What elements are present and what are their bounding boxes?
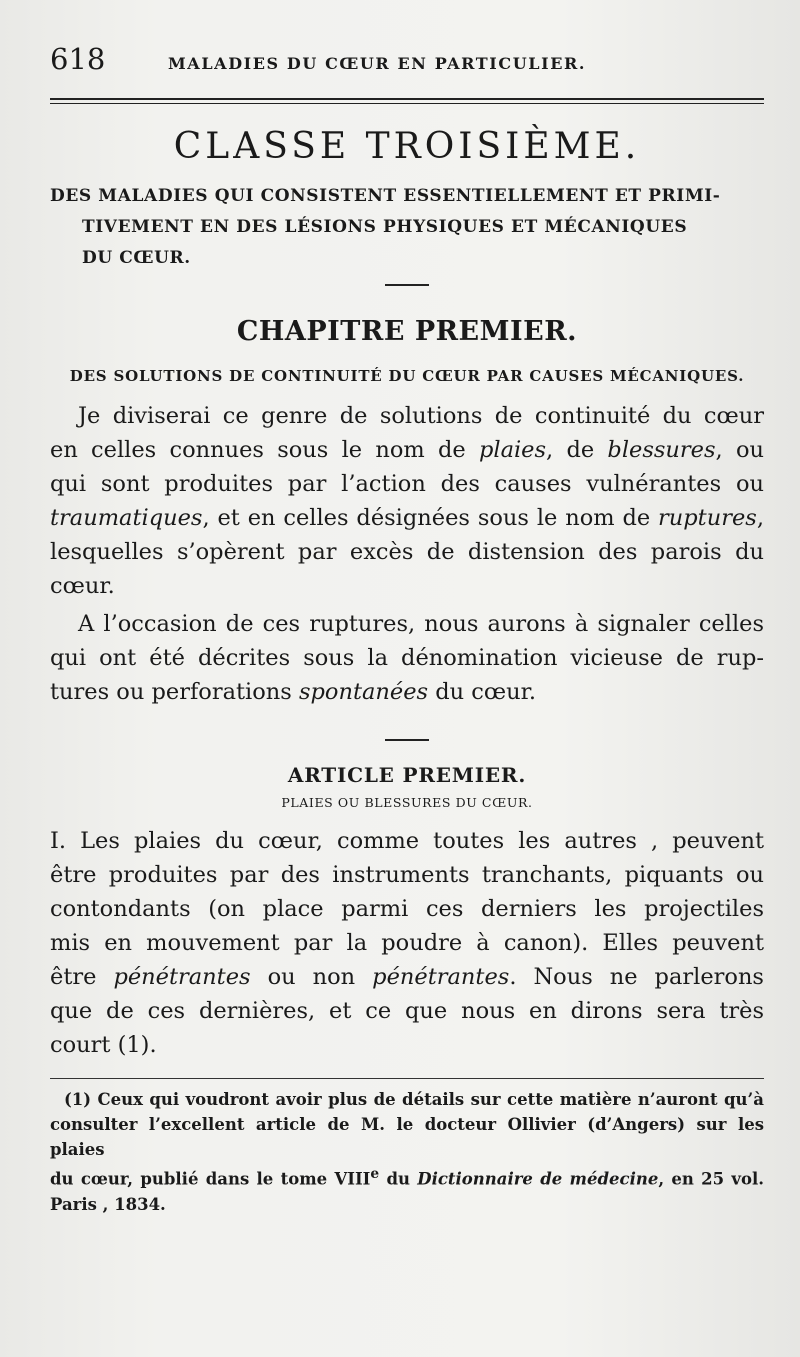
- classe-title: CLASSE TROISIÈME.: [173, 126, 641, 167]
- classe-subtitle-line: DES MALADIES QUI CONSISTENT ESSENTIELLEMENT ET PRIMI-: [50, 186, 721, 206]
- text-line: Je diviserai ce genre de solutions de continuité du cœur: [78, 403, 764, 429]
- text-line: traumatiques, et en celles désignées sous le nom de ruptures,: [50, 505, 764, 531]
- footnote-line: du cœur, publié dans le tome VIIIe du Dictionnaire de médecine, en 25 vol.: [50, 1166, 764, 1189]
- header-rule: [50, 98, 764, 104]
- text-line: cœur.: [50, 573, 115, 599]
- chapter-subtitle: DES SOLUTIONS DE CONTINUITÉ DU CŒUR PAR CAUSES MÉCANIQUES.: [69, 367, 745, 385]
- text-line: tures ou perforations spontanées du cœur.: [50, 679, 537, 705]
- classe-subtitle-line: DU CŒUR.: [82, 248, 191, 268]
- text-line: être pénétrantes ou non pénétrantes. Nous ne parlerons: [50, 964, 764, 990]
- text-line: que de ces dernières, et ce que nous en dirons sera très: [50, 998, 764, 1024]
- article-subtitle: PLAIES OU BLESSURES DU CŒUR.: [281, 795, 533, 810]
- text-line: qui sont produites par l’action des causes vulnérantes ou: [50, 471, 764, 497]
- text-line: en celles connues sous le nom de plaies, de blessures, ou: [50, 437, 764, 463]
- text-line: lesquelles s’opèrent par excès de distension des parois du: [50, 539, 764, 565]
- article-title: ARTICLE PREMIER.: [287, 763, 527, 787]
- text-line: contondants (on place parmi ces derniers les projectiles: [50, 896, 764, 922]
- text-line: court (1).: [50, 1032, 157, 1058]
- classe-subtitle: [50, 181, 764, 274]
- footnote-rule: [50, 1078, 764, 1079]
- text-line: I. Les plaies du cœur, comme toutes les autres , peuvent: [50, 828, 764, 854]
- paragraph-2: [50, 607, 764, 709]
- footnote-line: Paris , 1834.: [50, 1194, 166, 1214]
- footnote-line: consulter l’excellent article de M. le docteur Ollivier (d’Angers) sur les plaies: [50, 1115, 764, 1159]
- section-divider: [385, 284, 429, 286]
- classe-subtitle-line: TIVEMENT EN DES LÉSIONS PHYSIQUES ET MÉCANIQUES: [82, 217, 688, 237]
- running-title: MALADIES DU CŒUR EN PARTICULIER.: [168, 54, 587, 73]
- text-line: qui ont été décrites sous la dénomination vicieuse de rup-: [50, 645, 764, 671]
- footnote: [50, 1087, 764, 1217]
- paragraph-1: [50, 399, 764, 603]
- text-line: être produites par des instruments tranchants, piquants ou: [50, 862, 764, 888]
- running-header: [50, 42, 764, 78]
- page-content: [50, 42, 764, 1217]
- footnote-line: (1) Ceux qui voudront avoir plus de détails sur cette matière n’auront qu’à: [64, 1090, 764, 1109]
- section-divider: [385, 739, 429, 741]
- chapter-title: CHAPITRE PREMIER.: [236, 316, 578, 347]
- page-number: 618: [50, 42, 106, 76]
- paragraph-3: [50, 824, 764, 1062]
- text-line: mis en mouvement par la poudre à canon). Elles peuvent: [50, 930, 764, 956]
- text-line: A l’occasion de ces ruptures, nous aurons à signaler celles: [78, 611, 764, 637]
